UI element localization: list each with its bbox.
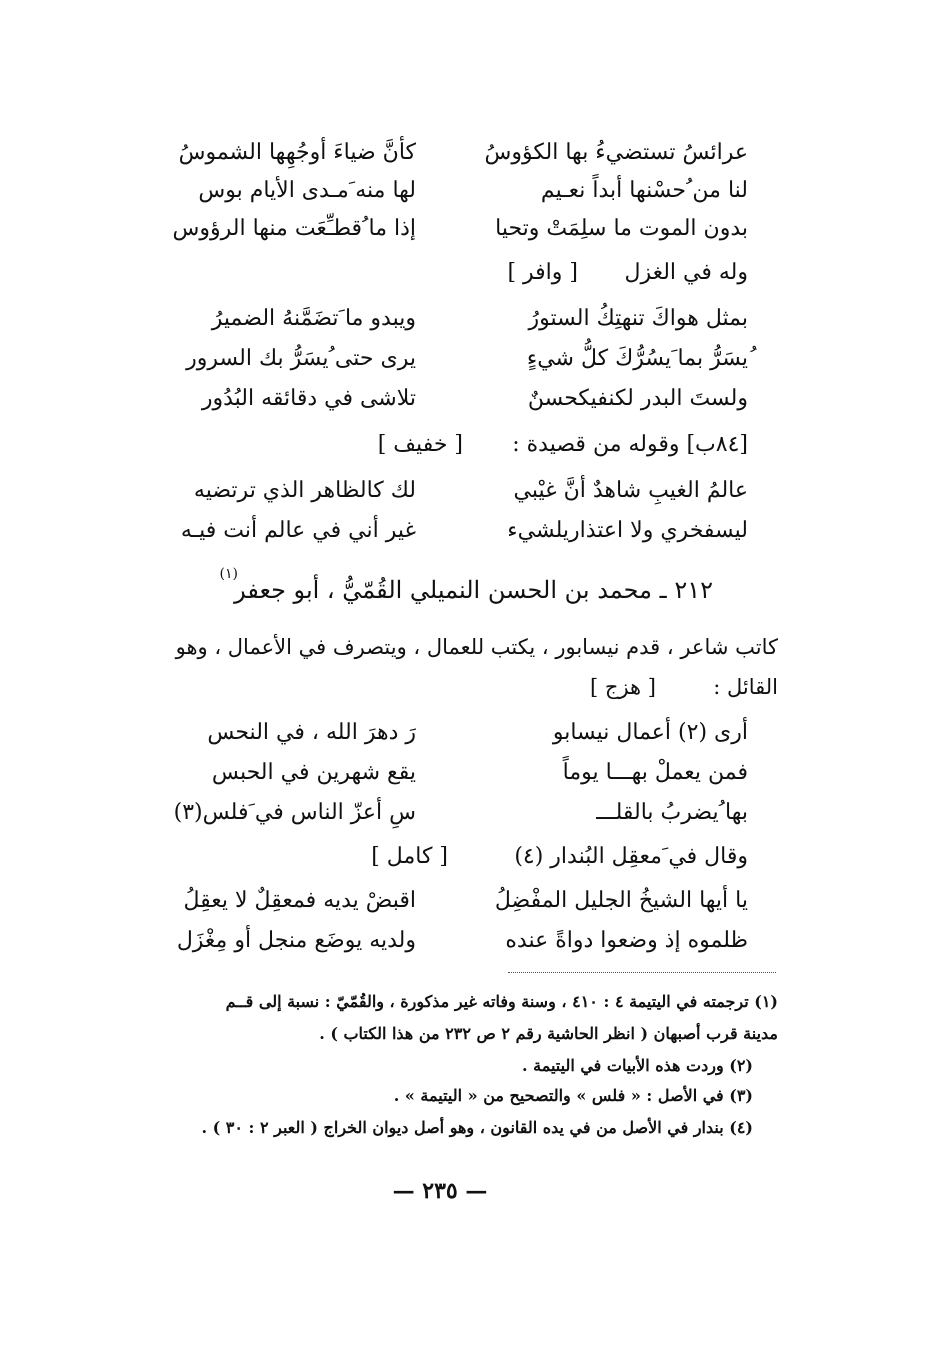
poem5-intro: وقال في َمعقِل البُندار (٤) xyxy=(514,844,748,869)
poem3-intro: [٨٤ب] وقوله من قصيدة : xyxy=(512,432,748,457)
entry-heading-note-ref: (١) xyxy=(219,566,238,582)
poem5-left-2: ولديه يوضَع منجل أو مِغْزَل xyxy=(176,928,416,953)
poem2-right-3: ولستَ البدر لكنفيكحسنٌ xyxy=(527,386,748,411)
entry-meter: [ هزج ] xyxy=(590,675,656,699)
poem5-meter: [ كامل ] xyxy=(371,844,448,869)
footnote-3: (٣) في الأصل : « فلس » والتصحيح من « اليتيمة » . xyxy=(393,1086,753,1105)
poem5-right-2: ظلموه إذ وضعوا دواةً عنده xyxy=(505,928,748,953)
poem2-right-2: ُيسَرُّ بما َيسُرُّكَ كلُّ شيءٍ xyxy=(526,346,748,371)
poem1-left-2: لها منه َمـدى الأيام بوس xyxy=(198,178,416,203)
poem1-left-3: إذا ما ُقطـِّعَت منها الرؤوس xyxy=(172,216,416,241)
poem2-intro: وله في الغزل xyxy=(624,260,748,285)
poem2-left-3: تلاشى في دقائقه البُدُور xyxy=(201,386,416,411)
footnote-4: (٤) بندار في الأصل من في يده القانون ، وهو أصل ديوان الخراج ( العبر ٢ : ٣٠ ) . xyxy=(201,1118,753,1137)
poem3-meter: [ خفيف ] xyxy=(377,432,463,457)
poem5-right-1: يا أيها الشيخُ الجليل المفْضِلُ xyxy=(494,888,748,913)
page-number: — ٢٣٥ — xyxy=(392,1178,488,1204)
poem4-right-3: بها ُيضربُ بالقلـــ xyxy=(596,800,748,825)
poem1-left-1: كأنَّ ضياءَ أوجُهِها الشموسُ xyxy=(178,140,416,165)
footnote-2: (٢) وردت هذه الأبيات في اليتيمة . xyxy=(522,1056,753,1075)
poem1-right-1: عرائسُ تستضيءُ بها الكؤوسُ xyxy=(484,140,748,165)
footnote-divider xyxy=(508,972,776,973)
poem2-meter: [ وافر ] xyxy=(507,260,578,285)
poem4-left-3: سِ أعزّ الناس في َفلس(٣) xyxy=(173,800,416,825)
entry-prose-line-1: كاتب شاعر ، قدم نيسابور ، يكتب للعمال ، ويتصرف في الأعمال ، وهو xyxy=(175,635,778,659)
footnote-1: (١) ترجمته في اليتيمة ٤ : ٤١٠ ، وسنة وفاته غير مذكورة ، والقُمّيّ : نسبة إلى قــم xyxy=(225,992,778,1011)
poem3-right-2: ليسفخري ولا اعتذاريلشيء xyxy=(507,518,748,543)
poem1-right-3: بدون الموت ما سلِمَتْ وتحيا xyxy=(495,216,748,241)
poem2-left-2: يرى حتى ُيسَرُّ بك السرور xyxy=(186,346,416,371)
poem3-left-2: غير أني في عالم أنت فيـه xyxy=(180,518,416,543)
poem2-left-1: ويبدو ما َتضَمَّنهُ الضميرُ xyxy=(211,306,416,331)
poem4-right-2: فمن يعملْ بهـــا يوماً xyxy=(562,760,748,785)
poem4-left-1: رَ دهرَ الله ، في النحس xyxy=(207,720,416,745)
poem1-right-2: لنا من ُحسْنها أبداً نعـيم xyxy=(540,178,748,203)
poem3-left-1: لك كالظاهر الذي ترتضيه xyxy=(193,478,416,503)
poem4-left-2: يقع شهرين في الحبس xyxy=(211,760,416,785)
poem3-right-1: عالمُ الغيبِ شاهدٌ أنَّ غيْبي xyxy=(513,478,748,503)
poem2-right-1: بمثل هواكَ تنهتِكُ الستورُ xyxy=(528,306,748,331)
poem5-left-1: اقبضْ يديه فمعقِلٌ لا يعقِلُ xyxy=(183,888,416,913)
entry-heading: ٢١٢ ـ محمد بن الحسن النميلي القُمّيُّ ، أبو جعفر xyxy=(234,576,713,604)
footnote-1-continued: مدينة قرب أصبهان ( انظر الحاشية رقم ٢ ص ٢٣٢ من هذا الكتاب ) . xyxy=(319,1024,778,1043)
entry-prose-line-2: القائل : xyxy=(713,675,778,699)
poem4-right-1: أرى (٢) أعمال نيسابو xyxy=(552,720,748,745)
